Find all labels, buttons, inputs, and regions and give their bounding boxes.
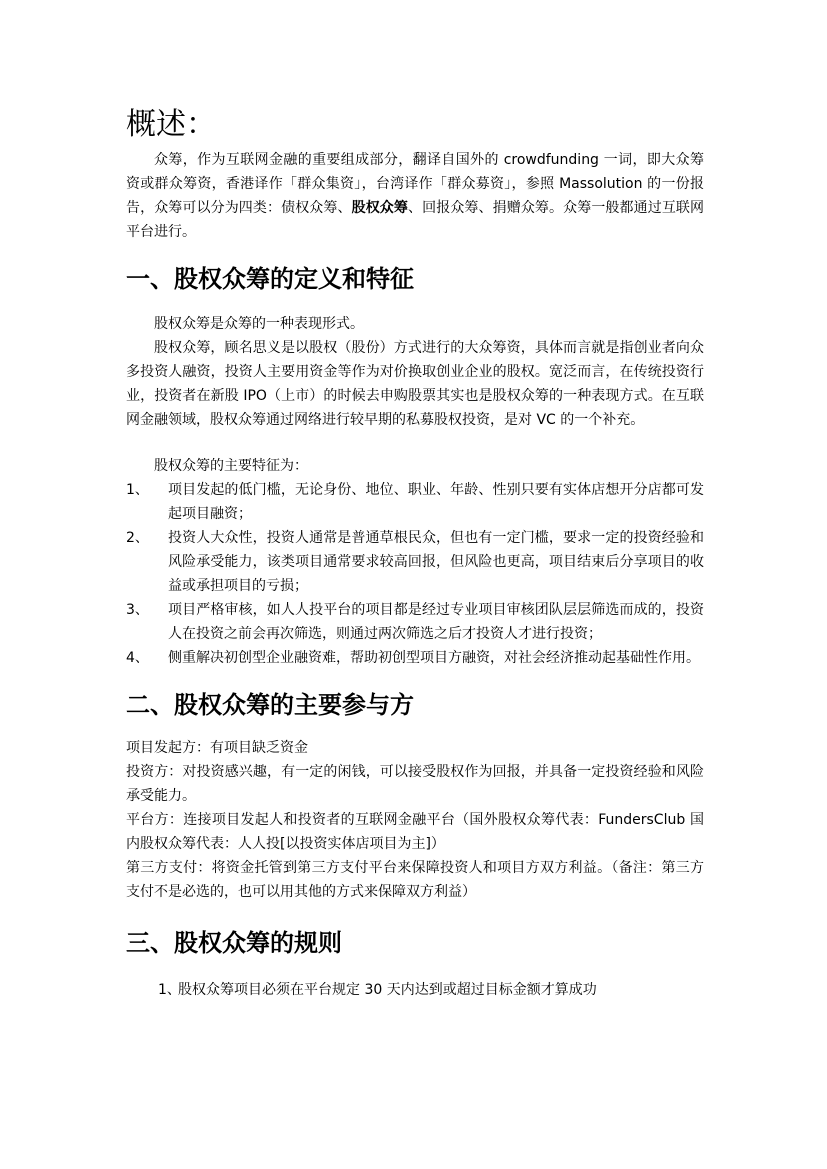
features-list (126, 478, 704, 670)
list-item (126, 978, 704, 1002)
list-item-text: 项目发起的低门槛，无论身份、地位、职业、年龄、性别只要有实体店想开分店都可发起项目融资； (168, 482, 704, 522)
overview-paragraph (126, 148, 704, 244)
list-item-text: 项目严格审核，如人人投平台的项目都是经过专业项目审核团队层层筛选而成的，投资人在投资之前会再次筛选，则通过两次筛选之后才投资人才进行投资； (168, 602, 704, 642)
overview-text-2: 、回报众筹、捐赠众筹。众筹一般都通过互联网平台进行。 (126, 200, 705, 240)
list-item (126, 598, 704, 646)
document-page (126, 104, 704, 1002)
participant-line: 项目发起方：有项目缺乏资金 (126, 740, 308, 756)
section1-heading: 一、股权众筹的定义和特征 (126, 265, 414, 293)
overview-text-1: 众筹，作为互联网金融的重要组成部分，翻译自国外的 crowdfunding 一词，即大众筹资或群众筹资，香港译作「群众集资」，台湾译作「群众募资」，参照 Massolution 的一份报告，众筹可以分为四类：债权众筹、 (126, 152, 704, 216)
section1-paragraph-2: 股权众筹，顾名思义是以股权（股份）方式进行的大众筹资，具体而言就是指创业者向众多投资人融资，投资人主要用资金等作为对价换取创业企业的股权。宽泛而言，在传统投资行业，投资者在新股 IPO（上市）的时候去申购股票其实也是股权众筹的一种表现方式。在互联网金融领域，股权众筹通过网络进行较早期的私募股权投资，是对 VC 的一个补充。 (126, 340, 704, 428)
list-item (126, 526, 704, 598)
list-item-number: 2、 (126, 530, 149, 546)
overview-bold-term: 股权众筹 (351, 200, 409, 216)
list-item (126, 646, 704, 670)
list-item-text: 投资人大众性，投资人通常是普通草根民众，但也有一定门槛，要求一定的投资经验和风险承受能力，该类项目通常要求较高回报，但风险也更高，项目结束后分享项目的收益或承担项目的亏损； (168, 530, 704, 594)
list-item (126, 478, 704, 526)
section3-heading: 三、股权众筹的规则 (126, 929, 342, 957)
list-item-text: 股权众筹项目必须在平台规定 30 天内达到或超过目标金额才算成功 (178, 982, 597, 998)
features-intro: 股权众筹的主要特征为： (154, 458, 308, 474)
list-item-number: 3、 (126, 602, 149, 618)
section2-heading: 二、股权众筹的主要参与方 (126, 691, 414, 719)
participant-line: 投资方：对投资感兴趣，有一定的闲钱，可以接受股权作为回报，并具备一定投资经验和风险承受能力。 (126, 764, 704, 804)
list-item-text: 侧重解决初创型企业融资难，帮助初创型项目方融资，对社会经济推动起基础性作用。 (168, 650, 700, 666)
list-item-number: 1、 (158, 982, 181, 998)
list-item-number: 1、 (126, 482, 149, 498)
participant-line: 平台方：连接项目发起人和投资者的互联网金融平台（国外股权众筹代表：FundersClub 国内股权众筹代表：人人投[以投资实体店项目为主]） (126, 812, 704, 852)
overview-title: 概述： (126, 107, 216, 142)
list-item-number: 4、 (126, 650, 149, 666)
rules-list (126, 978, 704, 1002)
section1-paragraph-1: 股权众筹是众筹的一种表现形式。 (154, 316, 364, 332)
participant-line: 第三方支付：将资金托管到第三方支付平台来保障投资人和项目方双方利益。（备注：第三方支付不是必选的，也可以用其他的方式来保障双方利益） (126, 860, 704, 900)
